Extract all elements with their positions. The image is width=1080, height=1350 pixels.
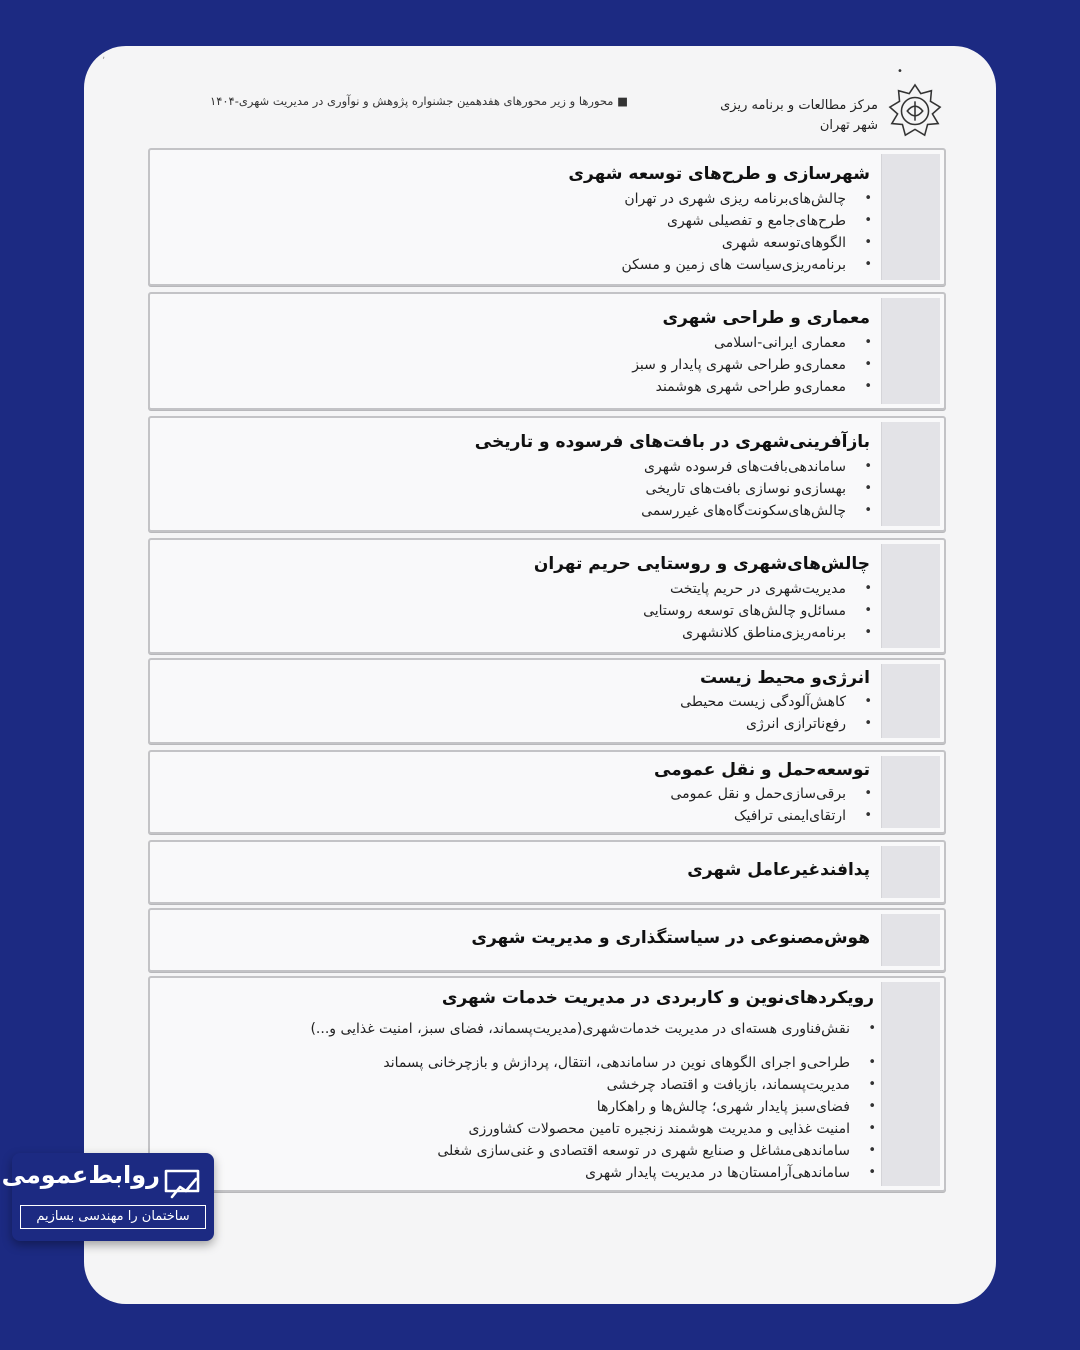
list-item: مدیریت‌شهری در حریم پایتخت • [643, 578, 846, 600]
list-item: فضای‌سبز پایدار شهری؛ چالش‌ها و راهکارها • [310, 1096, 850, 1118]
list-item: رفع‌ناترازی انرژی • [680, 713, 846, 735]
section-tab [881, 154, 940, 280]
header-caption: ■ محورها و زیر محورهای هفدهمین جشنواره پژوهش و نوآوری در مدیریت شهری-۱۴۰۴ [210, 94, 628, 108]
brand-title: روابط‌عمومی [1, 1161, 160, 1189]
list-item: طرح‌های‌جامع و تفصیلی شهری • [621, 210, 846, 232]
section-title: توسعه‌حمل و نقل عمومی [654, 760, 870, 780]
corner-mark: ٬ [102, 56, 106, 67]
handshake-icon [162, 1167, 202, 1201]
section-tab [881, 982, 940, 1186]
section-tab [881, 846, 940, 898]
section-title: چالش‌های‌شهری و روستایی حریم تهران [533, 554, 870, 574]
list-item: مدیریت‌پسماند، بازیافت و اقتصاد چرخشی • [310, 1074, 850, 1096]
list-item: امنیت غذایی و مدیریت هوشمند زنجیره تامین محصولات کشاورزی • [310, 1118, 850, 1140]
section-list [621, 188, 846, 276]
org-line-1: مرکز مطالعات و برنامه ریزی [720, 98, 878, 113]
section-tab [881, 422, 940, 526]
list-item: بهسازی‌و نوسازی بافت‌های تاریخی • [641, 478, 846, 500]
section-list [670, 783, 846, 827]
list-item: نقش‌فناوری هسته‌ای در مدیریت خدمات‌شهری(مدیریت‌پسماند، فضای سبز، امنیت غذایی و...) • [310, 1018, 850, 1052]
brand-tagline: ساختمان را مهندسی بسازیم [20, 1205, 206, 1229]
section-box-public-transport [148, 750, 946, 834]
section-title: بازآفرینی‌شهری در بافت‌های فرسوده و تاریخی [474, 432, 870, 452]
section-tab [881, 914, 940, 966]
section-tab [881, 298, 940, 404]
section-list [310, 1018, 850, 1184]
list-item: ساماندهی‌آرامستان‌ها در مدیریت پایدار شهری • [310, 1162, 850, 1184]
section-box-urban-services [148, 976, 946, 1192]
list-item: ساماندهی‌مشاغل و صنایع شهری در توسعه اقتصادی و غنی‌سازی شغلی • [310, 1140, 850, 1162]
section-list [680, 691, 846, 735]
list-item: کاهش‌آلودگی زیست محیطی • [680, 691, 846, 713]
section-box-regeneration [148, 416, 946, 532]
list-item: چالش‌های‌برنامه ریزی شهری در تهران • [621, 188, 846, 210]
list-item: ساماندهی‌بافت‌های فرسوده شهری • [641, 456, 846, 478]
list-item: معماری‌و طراحی شهری پایدار و سبز • [632, 354, 846, 376]
section-title: انرژی‌و محیط زیست [700, 668, 870, 688]
brand-badge [1, 1153, 214, 1241]
list-item: برقی‌سازی‌حمل و نقل عمومی • [670, 783, 846, 805]
section-list [643, 578, 846, 644]
section-title: معماری و طراحی شهری [662, 308, 870, 328]
section-tab [881, 756, 940, 828]
organization-name [720, 96, 878, 136]
list-item: برنامه‌ریزی‌سیاست های زمین و مسکن • [621, 254, 846, 276]
section-box-tehran-periphery [148, 538, 946, 654]
section-tab [881, 544, 940, 648]
section-list [641, 456, 846, 522]
section-box-architecture [148, 292, 946, 410]
section-box-urban-planning [148, 148, 946, 286]
list-item: ارتقای‌ایمنی ترافیک • [670, 805, 846, 827]
section-title: هوش‌مصنوعی در سیاستگذاری و مدیریت شهری [471, 928, 870, 948]
section-list [632, 332, 846, 398]
list-item: برنامه‌ریزی‌مناطق کلانشهری • [643, 622, 846, 644]
document-page [84, 46, 996, 1304]
org-line-2: شهر تهران [819, 118, 878, 133]
list-item: چالش‌های‌سکونت‌گاه‌های غیررسمی • [641, 500, 846, 522]
list-item: معماری ایرانی-اسلامی • [632, 332, 846, 354]
section-title: شهرسازی و طرح‌های توسعه شهری [568, 164, 870, 184]
header-dot: • [897, 66, 903, 77]
section-tab [881, 664, 940, 738]
section-box-energy-environment [148, 658, 946, 744]
section-title: پدافندغیرعامل شهری [687, 860, 870, 880]
list-item: مسائل‌و چالش‌های توسعه روستایی • [643, 600, 846, 622]
section-box-passive-defense [148, 840, 946, 904]
section-box-ai-policy [148, 908, 946, 972]
list-item: معماری‌و طراحی شهری هوشمند • [632, 376, 846, 398]
list-item: الگوهای‌توسعه شهری • [621, 232, 846, 254]
section-title: رویکردهای‌نوین و کاربردی در مدیریت خدمات شهری [441, 988, 874, 1008]
list-item: طراحی‌و اجرای الگوهای نوین در ساماندهی، انتقال، پردازش و بازچرخانی پسماند • [310, 1052, 850, 1074]
tehran-center-seal-icon [886, 82, 944, 140]
page-header [84, 46, 996, 146]
